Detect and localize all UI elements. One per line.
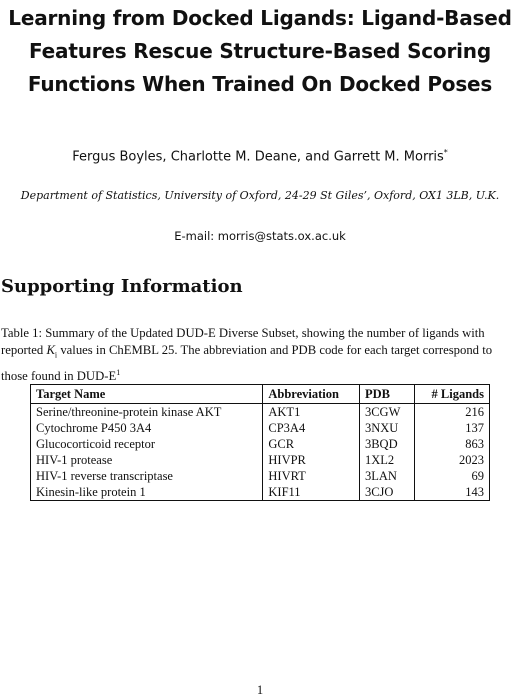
cell-abbreviation: AKT1: [263, 404, 360, 421]
page-number: 1: [256, 683, 264, 697]
header-pdb: PDB: [359, 385, 414, 404]
author-list: [0, 148, 520, 164]
cell-abbreviation: HIVRT: [263, 468, 360, 484]
section-heading: Supporting Information: [1, 276, 243, 297]
cell-num-ligands: 2023: [414, 452, 489, 468]
title-line-1: Learning from Docked Ligands: Ligand-Based: [8, 6, 512, 30]
cell-target-name: Serine/threonine-protein kinase AKT: [36, 405, 222, 419]
cell-num-ligands: 69: [414, 468, 489, 484]
caption-k-symbol: K: [46, 343, 55, 357]
cell-abbreviation: HIVPR: [263, 452, 360, 468]
table-row: [31, 436, 490, 452]
cell-abbreviation: KIF11: [263, 484, 360, 501]
caption-k-subscript: i: [54, 350, 58, 360]
table-row: [31, 420, 490, 436]
caption-label: Table 1:: [1, 326, 43, 340]
cell-target-name: Cytochrome P450 3A4: [36, 421, 152, 435]
cell-pdb: 3NXU: [359, 420, 414, 436]
header-abbreviation: Abbreviation: [263, 385, 360, 404]
cell-pdb: 3CGW: [359, 404, 414, 421]
cell-target-name: Kinesin-like protein 1: [36, 485, 146, 499]
header-num-ligands: # Ligands: [414, 385, 489, 404]
cell-num-ligands: 143: [414, 484, 489, 501]
cell-pdb: 3BQD: [359, 436, 414, 452]
authors-text: Fergus Boyles, Charlotte M. Deane, and Garrett M. Morris: [72, 149, 444, 165]
cell-num-ligands: 863: [414, 436, 489, 452]
cell-pdb: 1XL2: [359, 452, 414, 468]
table-row: [31, 404, 490, 421]
cell-pdb: 3LAN: [359, 468, 414, 484]
cell-num-ligands: 137: [414, 420, 489, 436]
header-target-name: Target Name: [31, 385, 263, 404]
affiliation: Department of Statistics, University of Oxford, 24-29 St Giles’, Oxford, OX1 3LB, U.K.: [20, 189, 500, 202]
cell-pdb: 3CJO: [359, 484, 414, 501]
table-header-row: [31, 385, 490, 404]
caption-reference[interactable]: 1: [116, 367, 121, 377]
caption-text-b: values in ChEMBL 25. The abbreviation and PDB code for each target correspond to those found in DUD-E: [1, 343, 493, 383]
caption-text-a: Summary of the Updated DUD-E Diverse Subset, showing the number of ligands with reported: [1, 326, 485, 357]
email-line: [0, 229, 520, 243]
table-row: [31, 468, 490, 484]
email-address[interactable]: morris@stats.ox.ac.uk: [217, 229, 346, 243]
cell-abbreviation: GCR: [263, 436, 360, 452]
cell-target-name: HIV-1 protease: [36, 453, 113, 467]
table-row: [31, 452, 490, 468]
table-caption: [1, 325, 519, 385]
cell-num-ligands: 216: [414, 404, 489, 421]
title-line-2: Features Rescue Structure-Based Scoring: [29, 39, 491, 63]
corresponding-author-mark: *: [443, 148, 448, 157]
cell-abbreviation: CP3A4: [263, 420, 360, 436]
table-row: [31, 484, 490, 501]
cell-target-name: HIV-1 reverse transcriptase: [36, 469, 173, 483]
paper-title: [0, 2, 520, 101]
targets-table: [30, 384, 490, 501]
email-label: E-mail:: [174, 229, 215, 243]
title-line-3: Functions When Trained On Docked Poses: [27, 72, 493, 96]
cell-target-name: Glucocorticoid receptor: [36, 437, 156, 451]
